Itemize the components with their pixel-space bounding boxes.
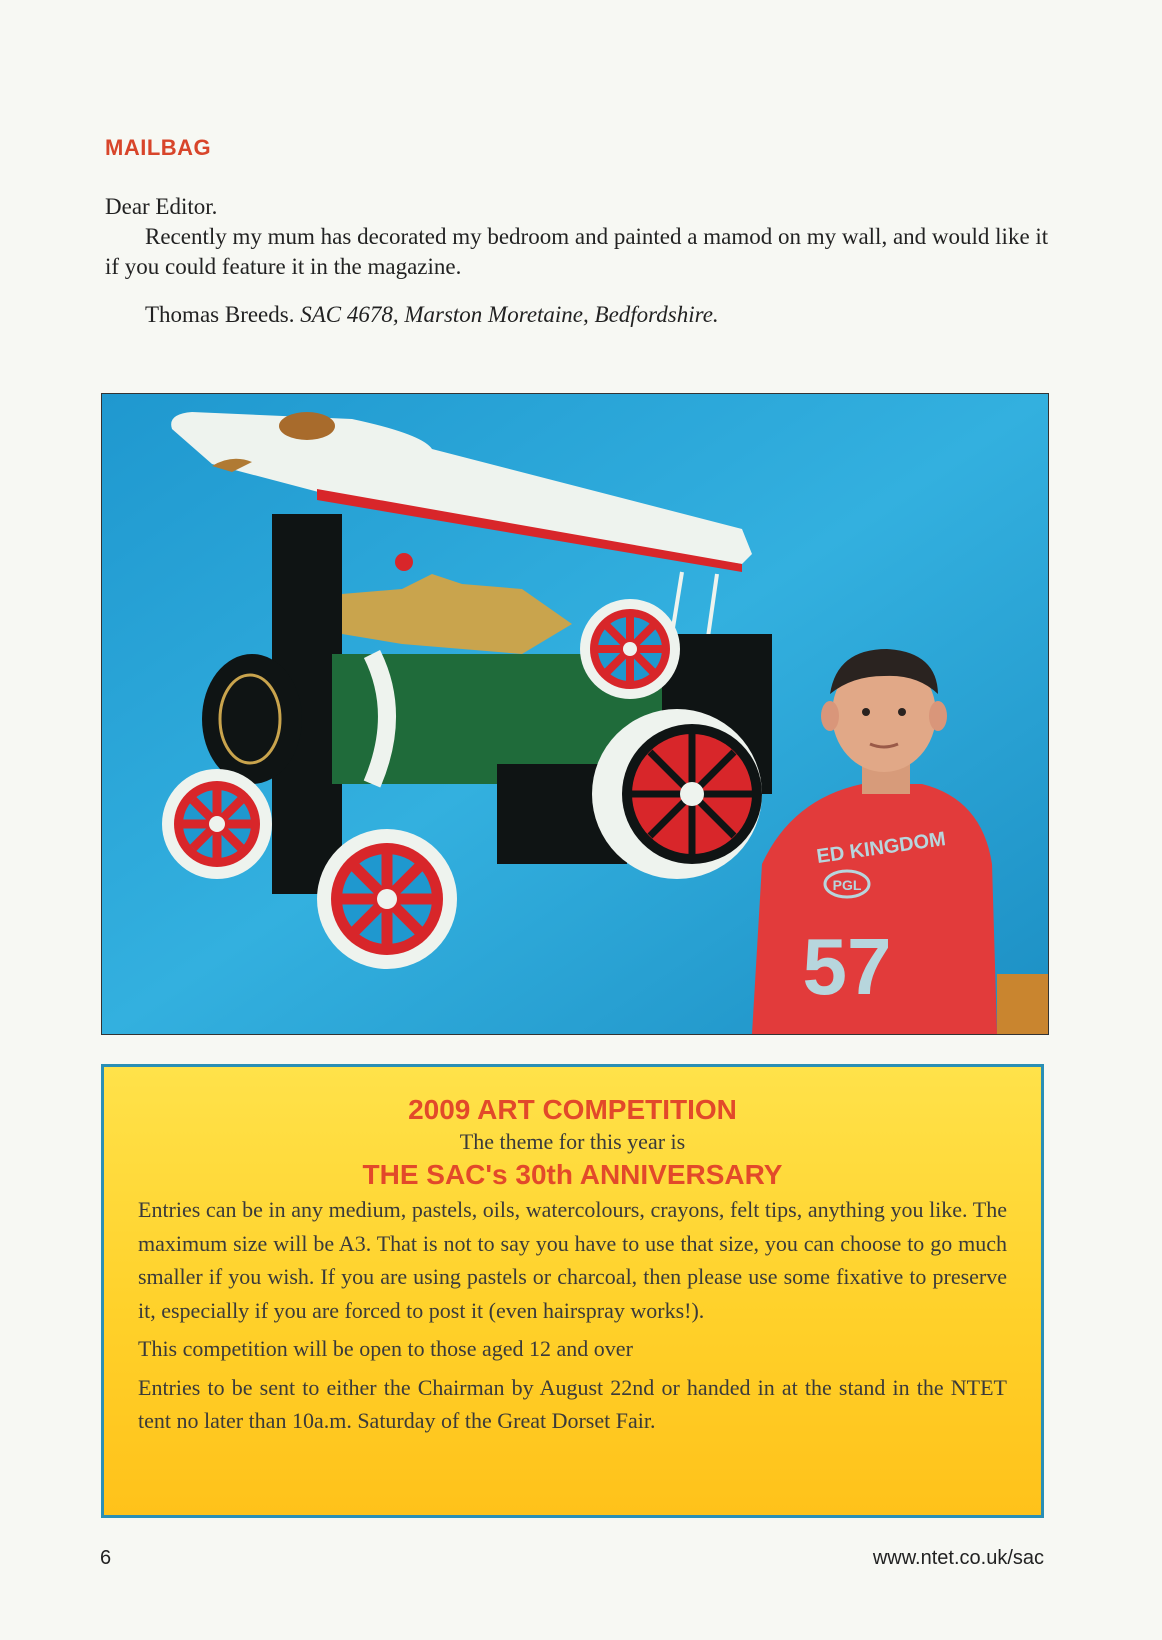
letter-author: Thomas Breeds. (145, 302, 295, 327)
letter-signoff (105, 300, 1050, 330)
smokebox (202, 654, 302, 784)
ear-left (821, 701, 839, 731)
footer-url: www.ntet.co.uk/sac (872, 1547, 1044, 1569)
whistle (395, 553, 413, 571)
shirt-text: ED KINGDOM (815, 828, 948, 868)
letter-salutation: Dear Editor. (105, 194, 218, 219)
front-wheel-right (317, 829, 457, 969)
competition-subtitle: The theme for this year is (459, 1129, 686, 1154)
competition-paragraph-2: This competition will be open to those aged 12 and over (138, 1336, 633, 1361)
mural-illustration (102, 394, 1048, 1034)
front-wheel-left (162, 769, 272, 879)
rear-wheel-small (580, 599, 680, 699)
ear-right (929, 701, 947, 731)
furniture-corner (997, 974, 1048, 1034)
eye-right (898, 708, 906, 716)
competition-theme: THE SAC's 30th ANNIVERSARY (362, 1159, 783, 1190)
art-competition-box (101, 1064, 1044, 1518)
shirt-number: 57 (802, 922, 892, 1011)
competition-paragraph-3: Entries to be sent to either the Chairman by August 22nd or handed in at the stand in the NTET tent no later than 10a.m. Saturday of the Great Dorset Fair. (138, 1374, 1007, 1433)
letter (105, 192, 1050, 330)
competition-paragraph-1: Entries can be in any medium, pastels, oils, watercolours, crayons, felt tips, anything you like. The maximum size will be A3. That is not to say you have to use that size, you can choose to go much smaller if you wish. If you are using pastels or charcoal, then please use some fixative to preserve it, especially if you are forced to post it (even hairspray works!). (138, 1197, 1007, 1323)
page-number: 6 (100, 1547, 112, 1569)
photo-mural (101, 393, 1049, 1035)
letter-body: Recently my mum has decorated my bedroom and painted a mamod on my wall, and would like it if you could feature it in the magazine. (105, 224, 1049, 279)
letter-author-details: SAC 4678, Marston Moretaine, Bedfordshire. (300, 302, 719, 327)
rear-wheel-large (592, 709, 762, 879)
eye-left (862, 708, 870, 716)
shirt-badge: PGL (832, 877, 862, 893)
section-heading: MAILBAG (105, 135, 212, 160)
canopy-cap (279, 412, 335, 440)
competition-title: 2009 ART COMPETITION (408, 1094, 737, 1125)
